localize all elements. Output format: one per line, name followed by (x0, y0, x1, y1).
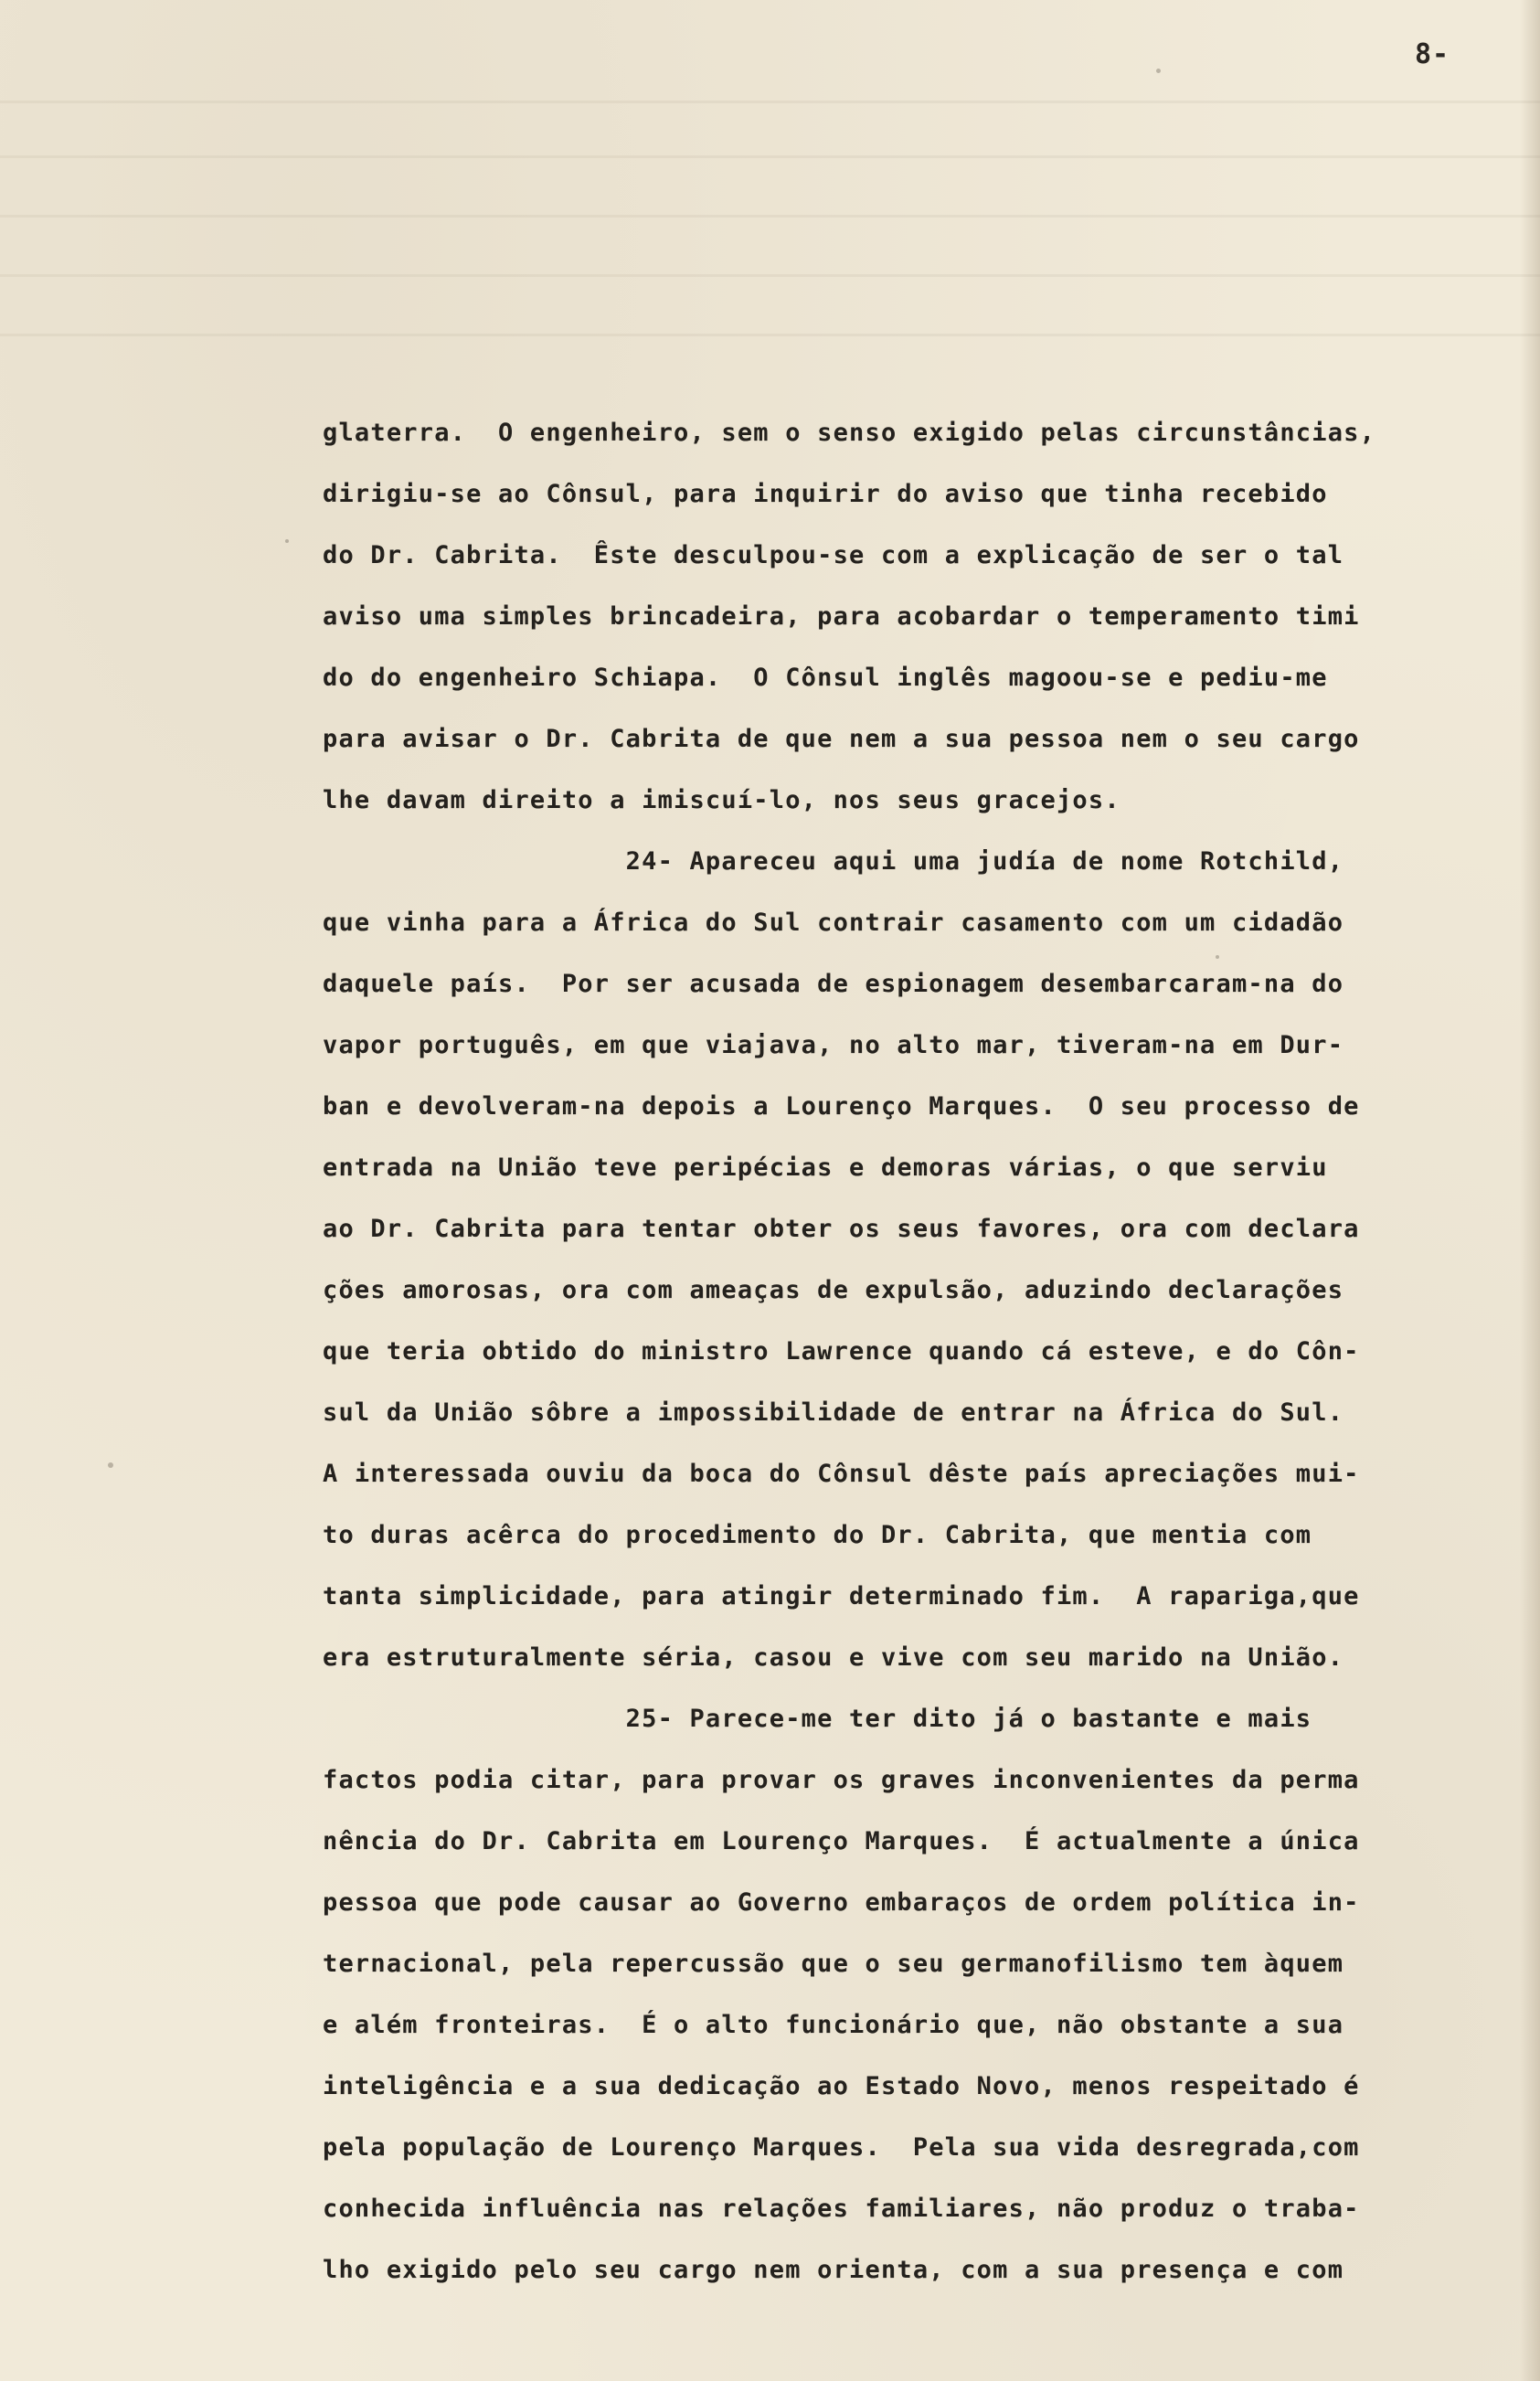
text-line: lhe davam direito a imiscuí-lo, nos seus gracejos. (323, 786, 1120, 814)
text-line: do Dr. Cabrita. Êste desculpou-se com a explicação de ser o tal (323, 541, 1344, 569)
paragraph-24-start: 24- Apareceu aqui uma judía de nome Rotchild, (323, 847, 1344, 876)
text-line: lho exigido pelo seu cargo nem orienta, com a sua presença e com (323, 2256, 1344, 2284)
text-line: A interessada ouviu da boca do Cônsul dêste país apreciações mui- (323, 1460, 1360, 1488)
text-line: do do engenheiro Schiapa. O Cônsul inglês magoou-se e pediu-me (323, 664, 1328, 692)
text-line: dirigiu-se ao Cônsul, para inquirir do aviso que tinha recebido (323, 480, 1328, 508)
text-line: que vinha para a África do Sul contrair casamento com um cidadão (323, 909, 1344, 937)
text-line: pessoa que pode causar ao Governo embaraços de ordem política in- (323, 1888, 1360, 1917)
text-line: entrada na União teve peripécias e demoras várias, o que serviu (323, 1153, 1328, 1182)
paragraph-25-start: 25- Parece-me ter dito já o bastante e mais (323, 1705, 1312, 1733)
paper-speck (108, 1462, 113, 1468)
text-line: ao Dr. Cabrita para tentar obter os seus favores, ora com declara (323, 1215, 1360, 1243)
text-line: aviso uma simples brincadeira, para acobardar o temperamento timi (323, 602, 1360, 631)
text-line: que teria obtido do ministro Lawrence quando cá esteve, e do Côn- (323, 1337, 1360, 1366)
page-number: 8- (1415, 38, 1450, 70)
text-line: sul da União sôbre a impossibilidade de entrar na África do Sul. (323, 1398, 1344, 1427)
text-line: pela população de Lourenço Marques. Pela sua vida desregrada,com (323, 2133, 1360, 2162)
text-line: glaterra. O engenheiro, sem o senso exigido pelas circunstâncias, (323, 419, 1376, 447)
text-line: tanta simplicidade, para atingir determinado fim. A rapariga,que (323, 1582, 1360, 1610)
text-line: to duras acêrca do procedimento do Dr. Cabrita, que mentia com (323, 1521, 1312, 1549)
bleed-through-line (0, 155, 1540, 158)
text-line: conhecida influência nas relações familiares, não produz o traba- (323, 2195, 1360, 2223)
text-line: ban e devolveram-na depois a Lourenço Marques. O seu processo de (323, 1092, 1360, 1121)
text-line: para avisar o Dr. Cabrita de que nem a sua pessoa nem o seu cargo (323, 725, 1360, 753)
text-line: e além fronteiras. É o alto funcionário que, não obstante a sua (323, 2011, 1344, 2039)
text-line: daquele país. Por ser acusada de espionagem desembarcaram-na do (323, 970, 1344, 998)
text-line: inteligência e a sua dedicação ao Estado Novo, menos respeitado é (323, 2072, 1360, 2100)
text-line: vapor português, em que viajava, no alto mar, tiveram-na em Dur- (323, 1031, 1344, 1059)
bleed-through-line (0, 334, 1540, 336)
paper-speck (1156, 69, 1161, 73)
text-line: era estruturalmente séria, casou e vive com seu marido na União. (323, 1643, 1344, 1672)
text-line: nência do Dr. Cabrita em Lourenço Marques. É actualmente a única (323, 1827, 1360, 1855)
bleed-through-line (0, 101, 1540, 103)
bleed-through-line (0, 274, 1540, 277)
bleed-through-line (0, 215, 1540, 218)
text-line: ções amorosas, ora com ameaças de expulsão, aduzindo declarações (323, 1276, 1344, 1304)
typed-text-body (323, 402, 1529, 2301)
text-line: factos podia citar, para provar os graves inconvenientes da perma (323, 1766, 1360, 1794)
paper-speck (285, 539, 289, 543)
text-line: ternacional, pela repercussão que o seu germanofilismo tem àquem (323, 1950, 1344, 1978)
